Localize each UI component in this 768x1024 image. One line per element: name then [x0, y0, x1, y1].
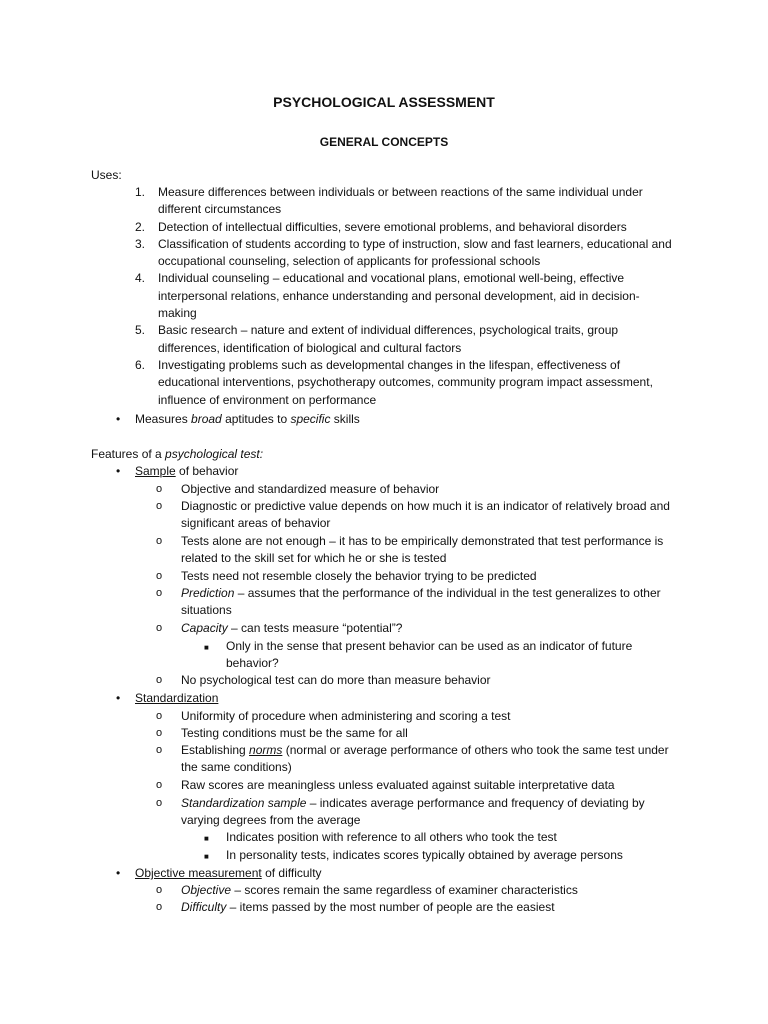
circle-bullet-icon: o [156, 710, 163, 722]
circle-bullet-icon: o [156, 500, 163, 512]
text: of behavior [175, 464, 239, 478]
text: Tests need not resemble closely the behavior trying to be predicted [181, 569, 537, 583]
sub-item [156, 481, 686, 498]
sub-sub-item [204, 847, 686, 864]
list-item [133, 236, 678, 271]
text-italic: broad [191, 412, 222, 426]
sub-item [156, 882, 686, 899]
circle-bullet-icon: o [156, 727, 163, 739]
bullet-icon: • [116, 464, 121, 478]
square-bullet-icon: ■ [204, 834, 209, 843]
list-number: 6. [135, 357, 146, 372]
list-number: 1. [135, 185, 146, 199]
sub-item [156, 777, 686, 794]
circle-bullet-icon: o [156, 884, 163, 896]
bullet-sample [113, 463, 695, 480]
sub-sub-item [204, 638, 686, 673]
sub-item [156, 620, 686, 637]
text: No psychological test can do more than measure behavior [181, 673, 491, 687]
list-item [133, 357, 678, 409]
text: Tests alone are not enough – it has to be empirically demonstrated that test performance is related to the skill set for which he or she is tested [181, 534, 664, 566]
list-item-text: Basic research – nature and extent of individual differences, psychological traits, group differences, identification of biological and cultural factors [158, 323, 619, 355]
text-underlined: Objective measurement [135, 866, 262, 880]
text: – can tests measure “potential”? [227, 621, 403, 635]
circle-bullet-icon: o [156, 622, 163, 634]
bullet-objective [113, 865, 695, 882]
circle-bullet-icon: o [156, 483, 163, 495]
text: (normal or average performance of others who took the same test under the same conditions) [181, 743, 669, 775]
uses-label: Uses: [91, 168, 122, 182]
list-item-text: Individual counseling – educational and vocational plans, emotional well-being, effective interpersonal relations, enhance understanding and personal development, aid in decision-making [158, 271, 640, 321]
uses-list [133, 184, 678, 409]
text: Diagnostic or predictive value depends on how much it is an indicator of relatively broad and significant areas of behavior [181, 499, 670, 531]
text: Testing conditions must be the same for all [181, 726, 408, 740]
sub-item [156, 795, 686, 830]
text: aptitudes to [221, 412, 291, 426]
list-item [133, 322, 678, 357]
sub-item [156, 585, 686, 620]
text-underlined: Sample [135, 464, 176, 478]
text: – scores remain the same regardless of examiner characteristics [231, 883, 578, 897]
list-item-text: Detection of intellectual difficulties, severe emotional problems, and behavioral disorders [158, 219, 627, 234]
text-italic: Objective [181, 883, 232, 897]
sub-item [156, 533, 686, 568]
sub-item [156, 708, 686, 725]
sub-item [156, 568, 686, 585]
text: Only in the sense that present behavior can be used as an indicator of future behavior? [226, 639, 633, 671]
circle-bullet-icon: o [156, 797, 163, 809]
text: – items passed by the most number of people are the easiest [226, 900, 555, 914]
circle-bullet-icon: o [156, 779, 163, 791]
text: Raw scores are meaningless unless evaluated against suitable interpretative data [181, 778, 615, 792]
circle-bullet-icon: o [156, 901, 163, 913]
text: Features of a [91, 447, 166, 461]
bullet-icon: • [116, 866, 121, 880]
sub-sub-item [204, 829, 686, 846]
text-underlined: Standardization [135, 691, 219, 705]
sub-item [156, 899, 686, 916]
list-item-text: Classification of students according to type of instruction, slow and fast learners, educational and occupational counseling, selection of applicants for professional schools [158, 236, 672, 269]
text: of difficulty [261, 866, 322, 880]
text: – indicates average performance and frequency of deviating by varying degrees from the average [181, 796, 645, 828]
list-number: 2. [135, 219, 146, 234]
sub-item [156, 725, 686, 742]
circle-bullet-icon: o [156, 674, 163, 686]
text-italic-underlined: norms [249, 743, 283, 757]
text-italic: Prediction [181, 586, 235, 600]
circle-bullet-icon: o [156, 587, 163, 599]
list-item-text: Investigating problems such as developmental changes in the lifespan, effectiveness of educational interventions, psychotherapy outcomes, community program impact assessment, influence of environment on performance [158, 357, 653, 407]
list-number: 4. [135, 271, 146, 286]
list-item [133, 270, 678, 322]
text-italic: Standardization sample [181, 796, 307, 810]
text-italic: Capacity [181, 621, 228, 635]
document-title: PSYCHOLOGICAL ASSESSMENT [273, 94, 495, 110]
list-item [133, 219, 678, 236]
square-bullet-icon: ■ [204, 643, 209, 652]
text: In personality tests, indicates scores typically obtained by average persons [226, 848, 623, 862]
text-italic: Difficulty [181, 900, 227, 914]
text: – assumes that the performance of the individual in the test generalizes to other situations [181, 586, 661, 618]
bullet-icon: • [116, 691, 121, 705]
text-italic: specific [290, 412, 331, 426]
sub-item [156, 498, 686, 533]
list-item [133, 184, 678, 219]
list-number: 3. [135, 236, 146, 251]
bullet-icon: • [116, 412, 121, 426]
section-heading: GENERAL CONCEPTS [319, 135, 449, 149]
sub-item [156, 672, 686, 689]
circle-bullet-icon: o [156, 570, 163, 582]
sub-item [156, 742, 686, 777]
text: Establishing [181, 743, 250, 757]
list-item-text: Measure differences between individuals or between reactions of the same individual under different circumstances [158, 185, 643, 217]
square-bullet-icon: ■ [204, 852, 209, 861]
text: Objective and standardized measure of behavior [181, 482, 440, 496]
text: Indicates position with reference to all others who took the test [226, 830, 557, 844]
text: skills [330, 412, 360, 426]
circle-bullet-icon: o [156, 744, 163, 756]
text-italic: psychological test: [165, 447, 264, 461]
features-label [91, 446, 263, 463]
circle-bullet-icon: o [156, 535, 163, 547]
text: Uniformity of procedure when administering and scoring a test [181, 709, 511, 723]
text: Measures [135, 412, 192, 426]
bullet-measures [113, 411, 695, 428]
bullet-standardization [113, 690, 695, 707]
list-number: 5. [135, 323, 146, 338]
